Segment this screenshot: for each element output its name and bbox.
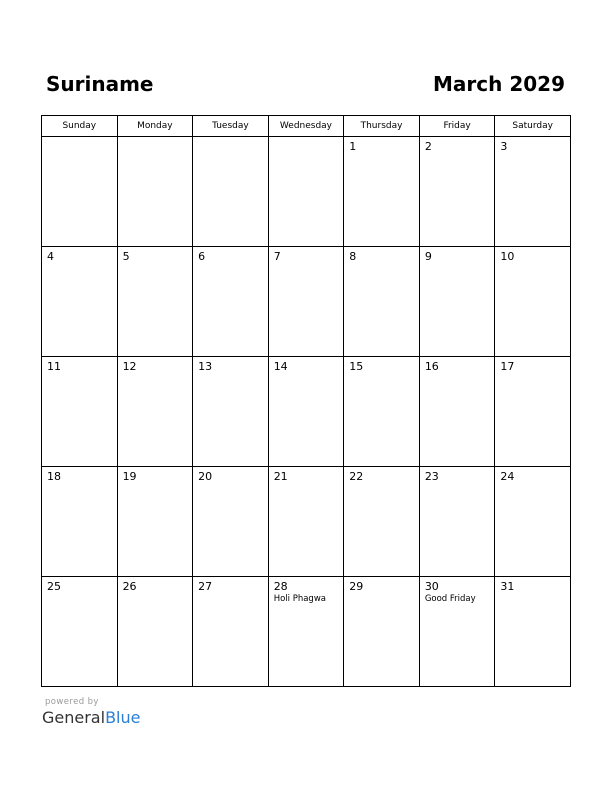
- day-cell: [117, 247, 193, 357]
- week-row: [42, 467, 571, 577]
- day-number: 27: [198, 580, 213, 593]
- day-number: 26: [122, 580, 137, 593]
- holiday-label: Holi Phagwa: [273, 594, 326, 604]
- day-number: 12: [122, 360, 137, 373]
- day-number: 14: [273, 360, 288, 373]
- day-cell: [419, 467, 495, 577]
- day-cell: [495, 357, 571, 467]
- weekday-friday: Friday: [419, 116, 495, 137]
- day-number: 11: [47, 360, 61, 373]
- day-number: 21: [273, 470, 288, 483]
- weekday-saturday: Saturday: [495, 116, 571, 137]
- day-cell: [193, 247, 269, 357]
- day-number: 8: [349, 250, 357, 263]
- day-cell: [193, 467, 269, 577]
- day-number: 18: [47, 470, 61, 483]
- day-cell: [268, 577, 344, 687]
- weekday-thursday: Thursday: [344, 116, 420, 137]
- day-number: 24: [500, 470, 515, 483]
- weekday-wednesday: Wednesday: [268, 116, 344, 137]
- weekday-tuesday: Tuesday: [193, 116, 269, 137]
- brand-name-general: General: [42, 708, 106, 727]
- day-number: [42, 137, 117, 140]
- day-cell: [42, 137, 118, 247]
- day-number: 15: [349, 360, 364, 373]
- day-number: 20: [198, 470, 213, 483]
- day-cell: [419, 247, 495, 357]
- week-row: [42, 137, 571, 247]
- day-cell: [344, 577, 420, 687]
- day-cell: [193, 357, 269, 467]
- day-number: 5: [122, 250, 130, 263]
- day-cell: [268, 357, 344, 467]
- day-cell: [193, 137, 269, 247]
- day-number: [269, 137, 344, 140]
- day-number: 28: [273, 580, 288, 593]
- day-number: [118, 137, 193, 140]
- day-cell: [419, 357, 495, 467]
- weekday-sunday: Sunday: [42, 116, 118, 137]
- day-number: 31: [500, 580, 515, 593]
- day-number: 22: [349, 470, 364, 483]
- weekday-monday: Monday: [117, 116, 193, 137]
- day-number: 3: [500, 140, 508, 153]
- day-cell: [42, 247, 118, 357]
- powered-by-text: powered by: [45, 697, 99, 707]
- day-cell: [344, 247, 420, 357]
- day-cell: [117, 577, 193, 687]
- day-number: 2: [424, 140, 432, 153]
- day-cell: [344, 137, 420, 247]
- day-number: 10: [500, 250, 515, 263]
- calendar-grid: [41, 115, 571, 687]
- day-number: 30: [424, 580, 439, 593]
- day-cell: [419, 137, 495, 247]
- day-number: 23: [424, 470, 439, 483]
- day-cell: [419, 577, 495, 687]
- day-cell: [495, 137, 571, 247]
- day-number: 1: [349, 140, 357, 153]
- day-number: 16: [424, 360, 439, 373]
- day-cell: [42, 467, 118, 577]
- day-number: [193, 137, 268, 140]
- weekday-header-row: [42, 116, 571, 137]
- week-row: [42, 577, 571, 687]
- day-cell: [344, 357, 420, 467]
- day-number: 6: [198, 250, 206, 263]
- day-cell: [42, 577, 118, 687]
- day-number: 17: [500, 360, 515, 373]
- day-number: 29: [349, 580, 364, 593]
- day-cell: [42, 357, 118, 467]
- day-number: 4: [47, 250, 54, 263]
- day-number: 25: [47, 580, 61, 593]
- day-number: 19: [122, 470, 137, 483]
- month-title: March 2029: [433, 72, 565, 96]
- day-cell: [268, 247, 344, 357]
- day-cell: [268, 467, 344, 577]
- day-number: 13: [198, 360, 213, 373]
- day-cell: [117, 357, 193, 467]
- day-cell: [117, 137, 193, 247]
- day-number: 7: [273, 250, 281, 263]
- day-cell: [117, 467, 193, 577]
- holiday-label: Good Friday: [424, 594, 476, 604]
- day-cell: [495, 247, 571, 357]
- day-cell: [344, 467, 420, 577]
- day-number: 9: [424, 250, 432, 263]
- brand-logo[interactable]: [42, 708, 140, 727]
- week-row: [42, 247, 571, 357]
- day-cell: [193, 577, 269, 687]
- week-row: [42, 357, 571, 467]
- day-cell: [495, 577, 571, 687]
- country-title: Suriname: [46, 72, 154, 96]
- day-cell: [495, 467, 571, 577]
- brand-name-blue: Blue: [105, 708, 141, 727]
- day-cell: [268, 137, 344, 247]
